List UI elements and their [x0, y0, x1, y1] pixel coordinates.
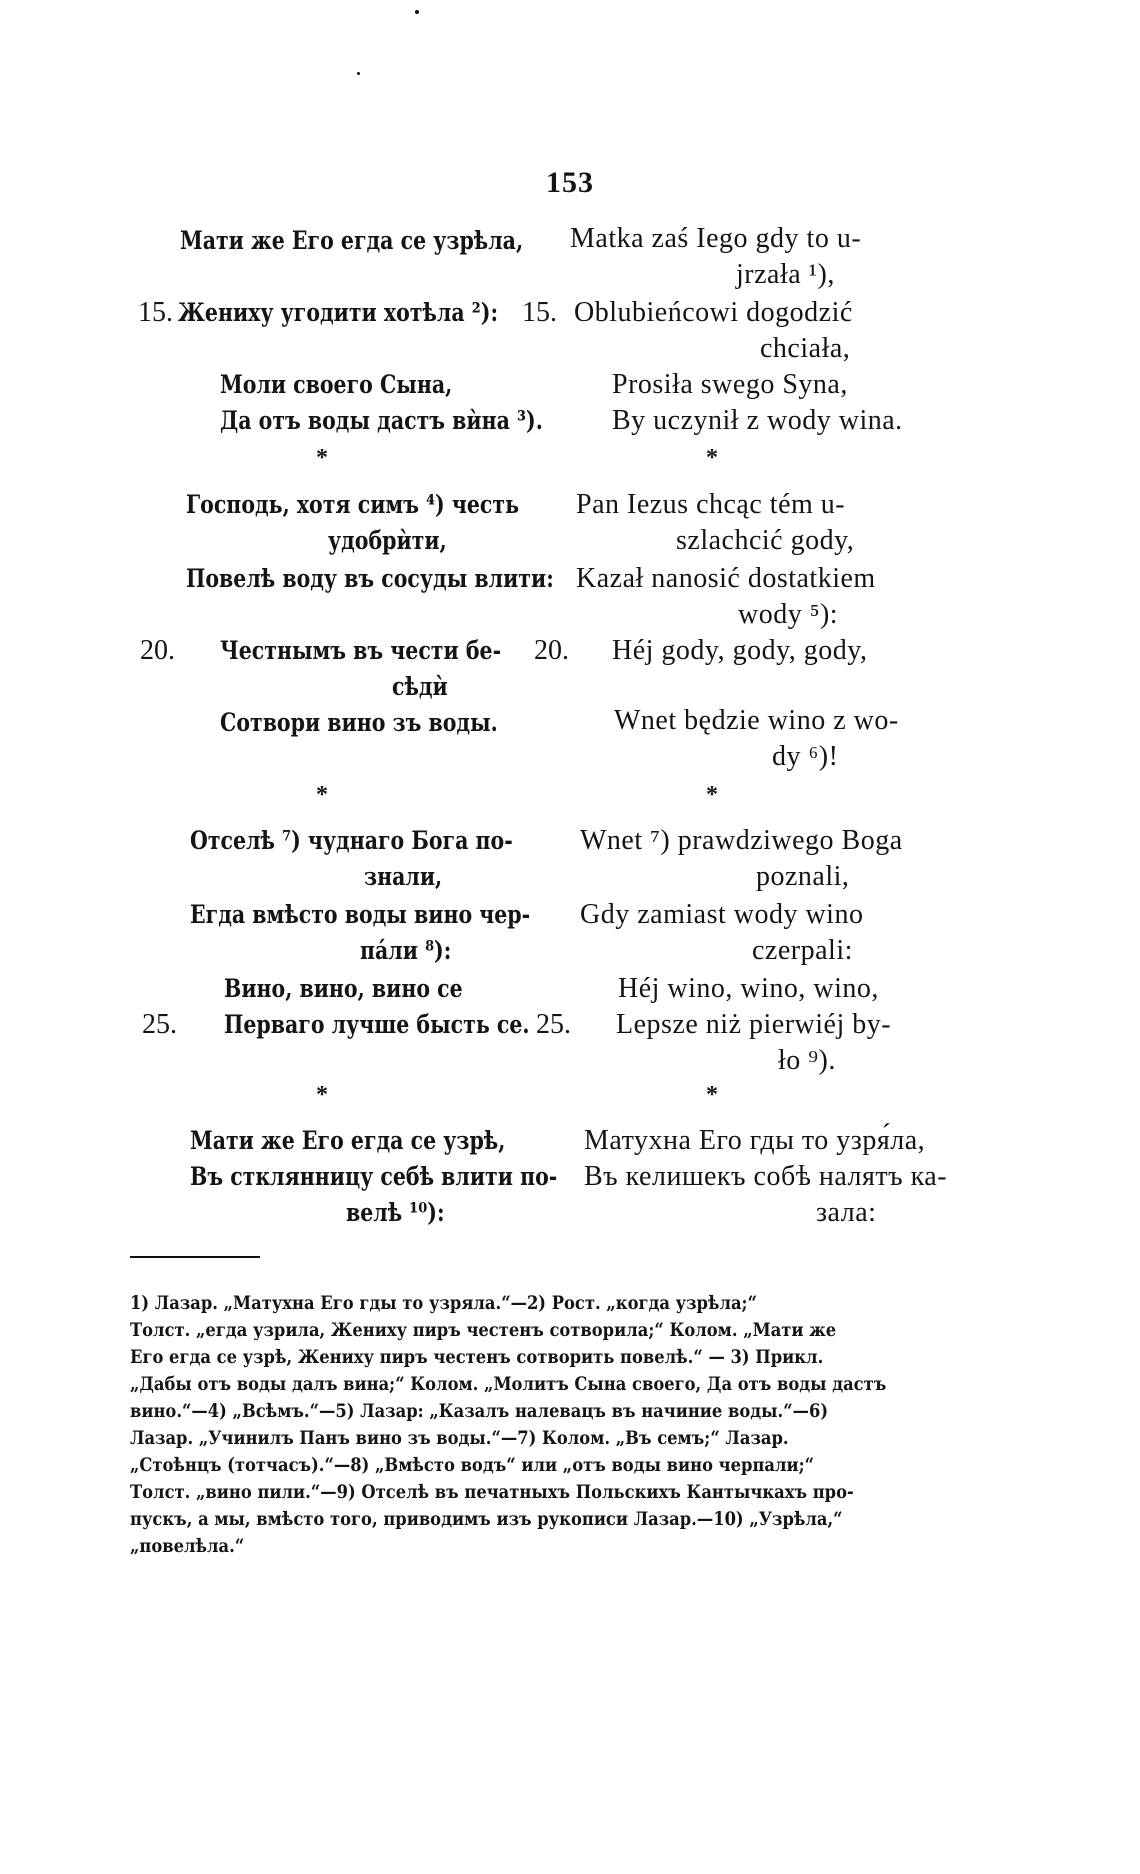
verse-line: Въ стклянницу себѣ влити по-	[190, 1162, 558, 1191]
verse-line: Жениху угодити хотѣла ²):	[178, 298, 499, 327]
ink-speck	[415, 10, 419, 14]
stanza-separator: *	[706, 445, 718, 471]
verse-line: Моли своего Сына,	[220, 370, 453, 399]
footnote-line: Толст. „егда узрила, Жениху пиръ честенъ сотворила;“ Колом. „Мати же	[130, 1319, 837, 1341]
verse-line: dy ⁶)!	[772, 741, 839, 772]
verse-line: Мати же Его егда се узрѣ,	[190, 1126, 506, 1155]
footnote-line: „повелѣла.“	[130, 1535, 245, 1557]
footnote-line: „Дабы отъ воды далъ вина;“ Колом. „Молитъ Сына своего, Да отъ воды дастъ	[130, 1373, 887, 1395]
stanza-separator: *	[316, 782, 328, 808]
verse-line: Héj wino, wino, wino,	[618, 973, 879, 1004]
verse-line: Перваго лучше бысть се.	[224, 1010, 530, 1039]
stanza-separator: *	[316, 1082, 328, 1108]
verse-line: Господь, хотя симъ ⁴) честь	[186, 490, 520, 519]
verse-line: знали,	[364, 862, 443, 891]
verse-line: Lepsze niż pierwiéj by-	[616, 1009, 892, 1040]
footnote-line: Лазар. „Учинилъ Панъ вино зъ воды.“—7) Колом. „Въ семъ;“ Лазар.	[130, 1427, 789, 1449]
verse-line: велѣ ¹⁰):	[346, 1198, 445, 1227]
verse-line: czerpali:	[752, 935, 853, 966]
verse-line: Wnet będzie wino z wo-	[614, 705, 899, 736]
verse-line: Gdy zamiast wody wino	[580, 899, 864, 930]
verse-line: Повелѣ воду въ сосуды влити:	[186, 564, 554, 593]
verse-line: ło ⁹).	[778, 1045, 836, 1076]
stanza-separator: *	[706, 782, 718, 808]
footnote-line: Толст. „вино пили.“—9) Отселѣ въ печатныхъ Польскихъ Кантычкахъ про-	[130, 1481, 854, 1503]
verse-line: Prosiła swego Syna,	[612, 369, 848, 400]
verse-line: wody ⁵):	[738, 599, 839, 630]
verse-number: 20.	[534, 635, 569, 666]
verse-line: Matka zaś Iego gdy to u-	[570, 223, 862, 254]
verse-line: Wnet ⁷) prawdziwego Boga	[580, 825, 903, 856]
verse-number: 25.	[142, 1009, 177, 1040]
footnote-line: пускъ, а мы, вмѣсто того, приводимъ изъ рукописи Лазар.—10) „Узрѣла,“	[130, 1508, 843, 1530]
verse-line: poznali,	[756, 861, 850, 892]
verse-line: Oblubieńcowi dogodzić	[574, 297, 853, 328]
verse-line: Pan Iezus chcąc tém u-	[576, 489, 846, 520]
verse-line: зала:	[816, 1197, 877, 1228]
verse-line: Въ келишекъ собѣ налятъ ка-	[584, 1161, 948, 1192]
verse-line: Вино, вино, вино се	[224, 974, 463, 1003]
verse-line: удобрѝти,	[328, 526, 447, 555]
verse-number: 25.	[536, 1009, 571, 1040]
verse-line: сѣдѝ	[392, 672, 448, 701]
verse-line: jrzała ¹),	[736, 259, 835, 290]
verse-line: chciała,	[760, 333, 851, 364]
verse-number: 15.	[522, 297, 557, 328]
footnote-line: вино.“—4) „Всѣмъ.“—5) Лазар: „Казалъ налевацъ въ начиние воды.“—6)	[130, 1400, 829, 1422]
verse-number: 20.	[140, 635, 175, 666]
verse-line: Честнымъ въ чести бе-	[220, 636, 502, 665]
footnote-rule	[130, 1256, 260, 1258]
verse-line: Да отъ воды дастъ вѝна ³).	[220, 406, 543, 435]
ink-speck	[357, 72, 360, 75]
verse-line: Сотвори вино зъ воды.	[220, 708, 498, 737]
page-number: 153	[546, 166, 594, 199]
verse-number: 15.	[138, 297, 173, 328]
verse-line: Мати же Его егда се узрѣла,	[180, 226, 524, 255]
stanza-separator: *	[316, 445, 328, 471]
footnote-line: Его егда се узрѣ, Жениху пиръ честенъ сотворить повелѣ.“ — 3) Прикл.	[130, 1346, 824, 1368]
verse-line: Kazał nanosić dostatkiem	[576, 563, 876, 594]
footnote-line: 1) Лазар. „Матухна Его гды то узряла.“—2) Рост. „когда узрѣла;“	[130, 1292, 757, 1314]
verse-line: пáли ⁸):	[360, 936, 452, 965]
verse-line: szlachcić gody,	[676, 525, 855, 556]
verse-line: Егда вмѣсто воды вино чер-	[190, 900, 531, 929]
verse-line: By uczynił z wody wina.	[612, 405, 903, 436]
verse-line: Héj gody, gody, gody,	[612, 635, 868, 666]
stanza-separator: *	[706, 1082, 718, 1108]
verse-line: Матухна Его гды то узря́ла,	[584, 1125, 926, 1156]
footnote-line: „Стоѣнцъ (тотчасъ).“—8) „Вмѣсто водъ“ или „отъ воды вино черпали;“	[130, 1454, 815, 1476]
verse-line: Отселѣ ⁷) чуднаго Бога по-	[190, 826, 513, 855]
